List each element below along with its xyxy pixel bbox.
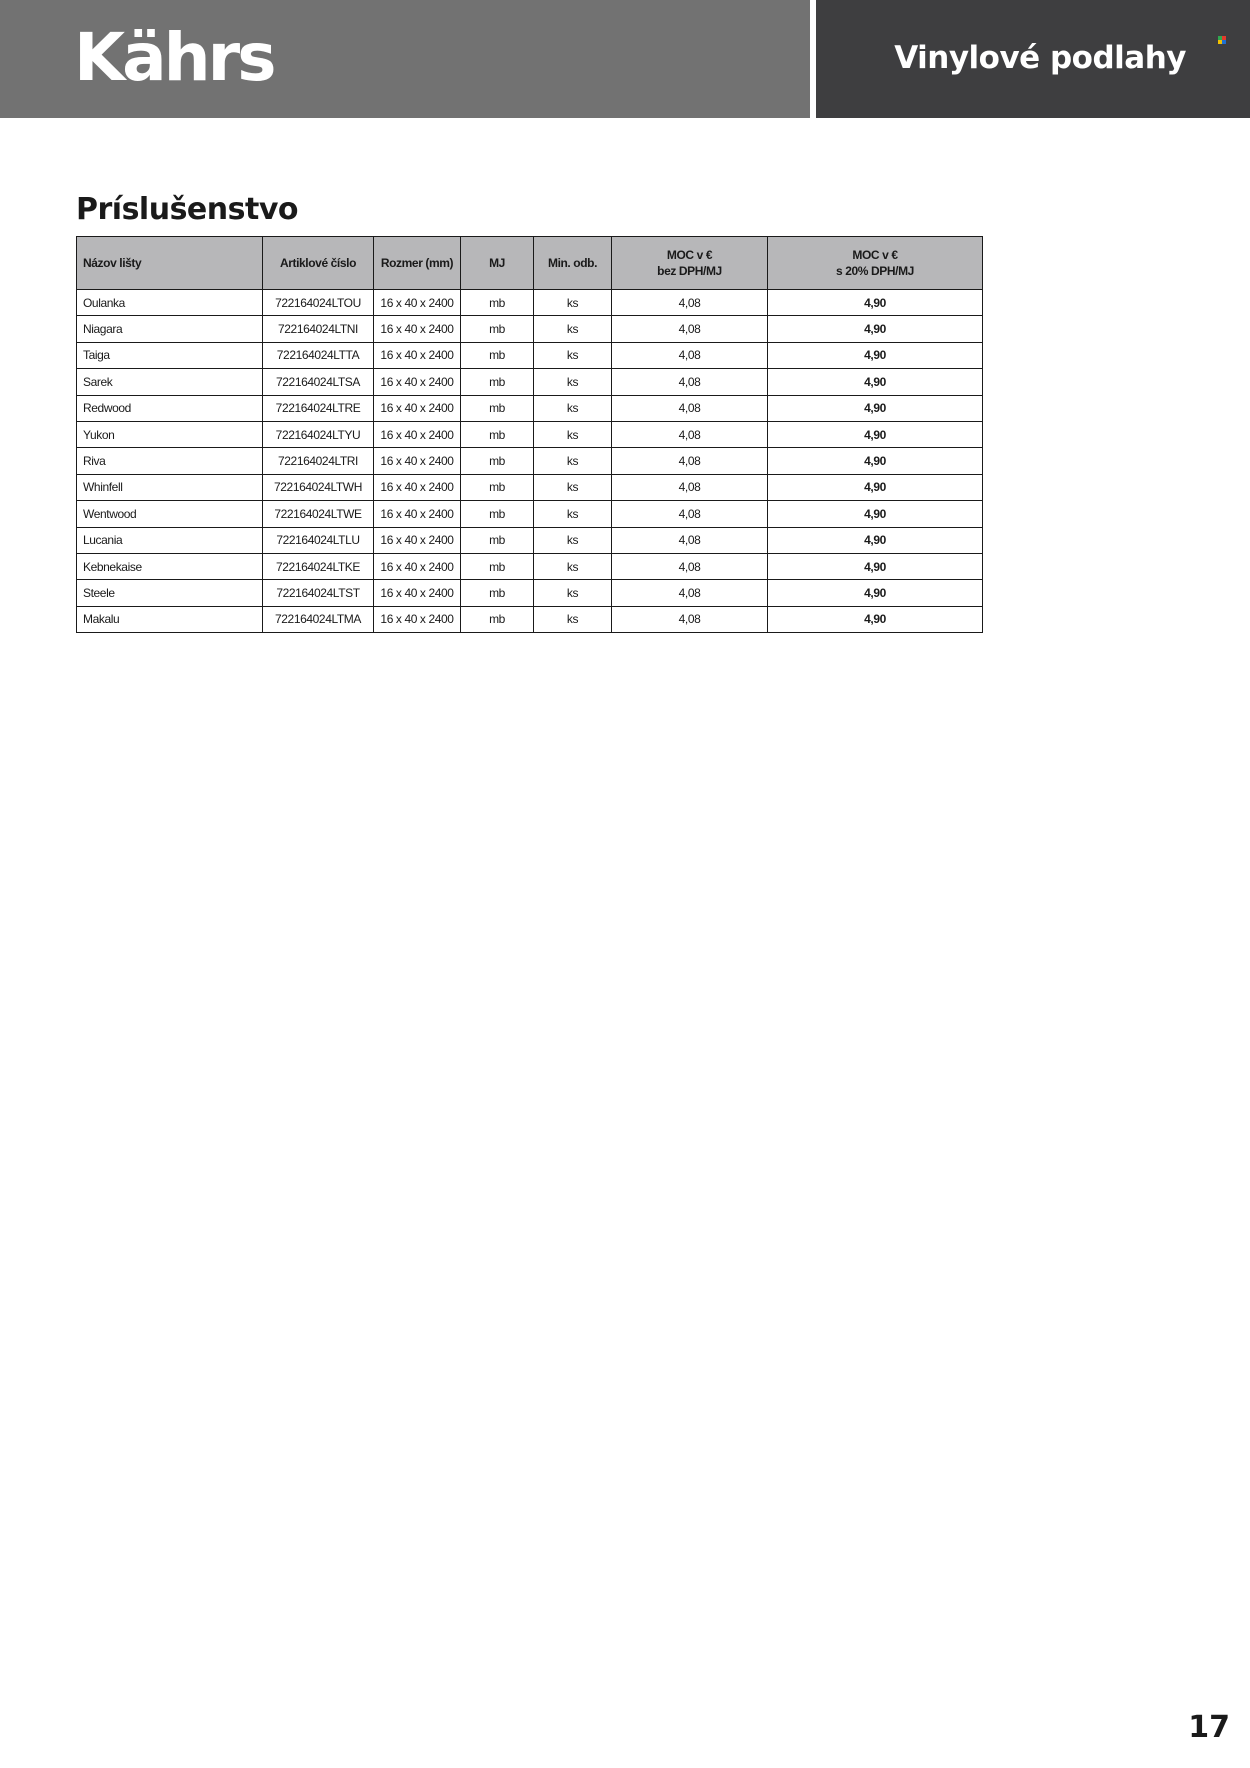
cell-name: Taiga — [77, 342, 263, 368]
cell-price-vat: 4,90 — [768, 316, 983, 342]
cell-price-net: 4,08 — [612, 290, 768, 316]
cell-price-vat: 4,90 — [768, 606, 983, 632]
cell-size: 16 x 40 x 2400 — [374, 342, 461, 368]
column-header-unit: MJ — [461, 237, 534, 290]
header-banner-right — [816, 0, 1250, 118]
cell-size: 16 x 40 x 2400 — [374, 474, 461, 500]
column-header-article: Artiklové číslo — [263, 237, 374, 290]
cell-price-vat: 4,90 — [768, 342, 983, 368]
cell-name: Wentwood — [77, 501, 263, 527]
cell-price-net: 4,08 — [612, 606, 768, 632]
table-row — [77, 395, 983, 421]
cell-article: 722164024LTRI — [263, 448, 374, 474]
cell-unit: mb — [461, 606, 534, 632]
cell-article: 722164024LTNI — [263, 316, 374, 342]
cell-name: Oulanka — [77, 290, 263, 316]
cell-min-order: ks — [534, 580, 612, 606]
cell-min-order: ks — [534, 527, 612, 553]
cell-size: 16 x 40 x 2400 — [374, 580, 461, 606]
cell-price-vat: 4,90 — [768, 421, 983, 447]
cell-price-net: 4,08 — [612, 474, 768, 500]
cell-price-vat: 4,90 — [768, 580, 983, 606]
table-row — [77, 553, 983, 579]
cell-min-order: ks — [534, 421, 612, 447]
cell-price-vat: 4,90 — [768, 501, 983, 527]
cell-min-order: ks — [534, 501, 612, 527]
cell-size: 16 x 40 x 2400 — [374, 369, 461, 395]
cell-name: Steele — [77, 580, 263, 606]
table-row — [77, 474, 983, 500]
cell-name: Lucania — [77, 527, 263, 553]
cell-size: 16 x 40 x 2400 — [374, 527, 461, 553]
cell-article: 722164024LTST — [263, 580, 374, 606]
cell-price-net: 4,08 — [612, 553, 768, 579]
cell-price-vat: 4,90 — [768, 395, 983, 421]
cell-article: 722164024LTRE — [263, 395, 374, 421]
column-header-size: Rozmer (mm) — [374, 237, 461, 290]
cell-price-net: 4,08 — [612, 369, 768, 395]
cell-price-net: 4,08 — [612, 501, 768, 527]
cell-size: 16 x 40 x 2400 — [374, 421, 461, 447]
cell-size: 16 x 40 x 2400 — [374, 316, 461, 342]
cell-unit: mb — [461, 395, 534, 421]
cell-name: Yukon — [77, 421, 263, 447]
cell-article: 722164024LTOU — [263, 290, 374, 316]
cell-min-order: ks — [534, 369, 612, 395]
cell-price-vat: 4,90 — [768, 369, 983, 395]
cell-article: 722164024LTSA — [263, 369, 374, 395]
cell-price-vat: 4,90 — [768, 553, 983, 579]
table-body — [77, 290, 983, 633]
table-row — [77, 290, 983, 316]
table-row — [77, 527, 983, 553]
price-net-header-line1: MOC v € — [666, 248, 713, 262]
cell-unit: mb — [461, 553, 534, 579]
cell-unit: mb — [461, 342, 534, 368]
cell-unit: mb — [461, 290, 534, 316]
cell-size: 16 x 40 x 2400 — [374, 553, 461, 579]
accessories-price-table — [76, 236, 983, 633]
cell-article: 722164024LTYU — [263, 421, 374, 447]
cell-price-net: 4,08 — [612, 421, 768, 447]
cell-min-order: ks — [534, 448, 612, 474]
table-header-row — [77, 237, 983, 290]
column-header-price-vat — [768, 237, 983, 290]
page-number: 17 — [1188, 1710, 1230, 1745]
cell-size: 16 x 40 x 2400 — [374, 290, 461, 316]
cell-size: 16 x 40 x 2400 — [374, 606, 461, 632]
table-row — [77, 448, 983, 474]
column-header-price-net — [612, 237, 768, 290]
column-header-min-order: Min. odb. — [534, 237, 612, 290]
cell-price-vat: 4,90 — [768, 290, 983, 316]
cell-min-order: ks — [534, 474, 612, 500]
cell-min-order: ks — [534, 290, 612, 316]
cell-article: 722164024LTLU — [263, 527, 374, 553]
cell-price-vat: 4,90 — [768, 448, 983, 474]
cell-min-order: ks — [534, 606, 612, 632]
cell-unit: mb — [461, 527, 534, 553]
cell-name: Kebnekaise — [77, 553, 263, 579]
price-vat-header-line1: MOC v € — [852, 248, 898, 262]
table-row — [77, 606, 983, 632]
cell-name: Makalu — [77, 606, 263, 632]
page-heading: Príslušenstvo — [76, 192, 298, 227]
cell-price-net: 4,08 — [612, 342, 768, 368]
column-header-name: Názov lišty — [77, 237, 263, 290]
cell-size: 16 x 40 x 2400 — [374, 448, 461, 474]
header-banner-left — [0, 0, 810, 118]
dot-blue — [1222, 40, 1226, 44]
color-dots-icon — [1218, 36, 1226, 44]
price-net-header-line2: bez DPH/MJ — [657, 264, 722, 278]
table-row — [77, 316, 983, 342]
cell-unit: mb — [461, 421, 534, 447]
cell-name: Whinfell — [77, 474, 263, 500]
cell-article: 722164024LTTA — [263, 342, 374, 368]
cell-price-net: 4,08 — [612, 527, 768, 553]
cell-price-net: 4,08 — [612, 580, 768, 606]
cell-min-order: ks — [534, 342, 612, 368]
cell-unit: mb — [461, 369, 534, 395]
cell-unit: mb — [461, 316, 534, 342]
price-vat-header-line2: s 20% DPH/MJ — [836, 264, 914, 278]
cell-min-order: ks — [534, 395, 612, 421]
kahrs-logo: Kährs — [74, 19, 274, 96]
cell-price-net: 4,08 — [612, 395, 768, 421]
cell-name: Sarek — [77, 369, 263, 395]
cell-article: 722164024LTWE — [263, 501, 374, 527]
cell-name: Niagara — [77, 316, 263, 342]
cell-min-order: ks — [534, 316, 612, 342]
cell-article: 722164024LTMA — [263, 606, 374, 632]
table-row — [77, 580, 983, 606]
cell-article: 722164024LTWH — [263, 474, 374, 500]
table-row — [77, 342, 983, 368]
table-row — [77, 501, 983, 527]
cell-name: Redwood — [77, 395, 263, 421]
table-row — [77, 369, 983, 395]
cell-unit: mb — [461, 501, 534, 527]
cell-price-vat: 4,90 — [768, 474, 983, 500]
cell-price-vat: 4,90 — [768, 527, 983, 553]
cell-name: Riva — [77, 448, 263, 474]
cell-size: 16 x 40 x 2400 — [374, 395, 461, 421]
table-row — [77, 421, 983, 447]
cell-price-net: 4,08 — [612, 316, 768, 342]
cell-min-order: ks — [534, 553, 612, 579]
cell-size: 16 x 40 x 2400 — [374, 501, 461, 527]
cell-price-net: 4,08 — [612, 448, 768, 474]
section-title: Vinylové podlahy — [894, 40, 1186, 76]
cell-unit: mb — [461, 448, 534, 474]
cell-unit: mb — [461, 474, 534, 500]
cell-unit: mb — [461, 580, 534, 606]
cell-article: 722164024LTKE — [263, 553, 374, 579]
